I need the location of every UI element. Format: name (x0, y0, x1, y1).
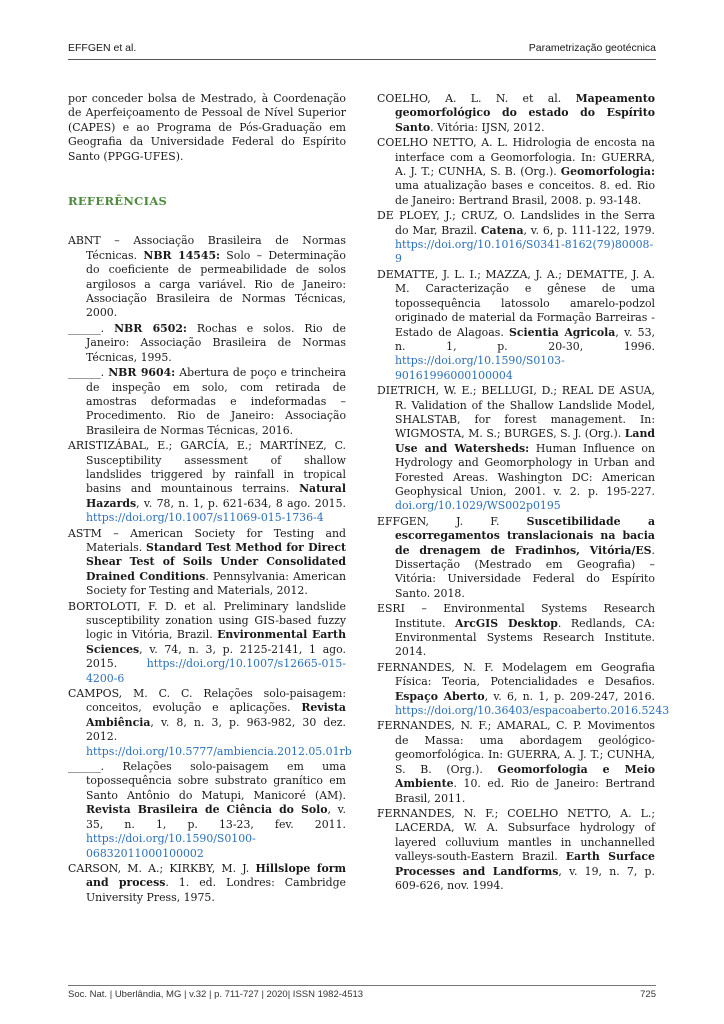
reference-entry (68, 760, 346, 861)
reference-text: FERNANDES, N. F.; COELHO NETTO, A. L.; LACERDA, W. A. Subsurface hydrology of layered colluvium mantles in unchannelled valleys-south-Eastern Brazil. (377, 806, 655, 864)
reference-text: uma atualização bases e conceitos. 8. ed. Rio de Janeiro: Bertrand Brasil, 2008. p. 93-148. (395, 179, 655, 207)
reference-text: , v. 19, n. 7, p. 609-626, nov. 1994. (395, 864, 655, 892)
reference-entry (377, 807, 655, 893)
reference-entry (377, 515, 655, 601)
doi-link[interactable]: https://doi.org/10.1007/s11069-015-1736-4 (86, 511, 324, 525)
reference-title: Environmental Earth Sciences (86, 628, 346, 656)
reference-text: . Vitória: IJSN, 2012. (430, 120, 545, 134)
reference-text: ASTM – American Society for Testing and Materials. (68, 526, 346, 554)
reference-text: . 10. ed. Rio de Janeiro: Bertrand Brasil, 2011. (395, 777, 655, 805)
reference-title: Earth Surface Processes and Landforms (395, 850, 655, 878)
reference-text: EFFGEN, J. F. (377, 514, 527, 528)
reference-title: Geomorfologia: (560, 165, 655, 179)
reference-title: ArcGIS Desktop (455, 616, 558, 630)
reference-list-left (68, 234, 352, 905)
reference-text: . Dissertação (Mestrado em Geografia) – Vitória: Universidade Federal do Espírito Santo. 2018. (395, 543, 655, 600)
reference-list-right (377, 92, 670, 893)
reference-entry (377, 92, 655, 135)
reference-entry (377, 268, 655, 383)
reference-text: CAMPOS, M. C. C. Relações solo-paisagem: conceitos, evolução e aplicações. (68, 687, 346, 715)
reference-title: Standard Test Method for Direct Shear Test of Soils Under Consolidated Drained Conditions (86, 540, 346, 583)
reference-text: FERNANDES, N. F. Modelagem em Geografia Física: Teoria, Potencialidades e Desafios. (377, 660, 655, 689)
reference-title: Revista Ambiência (86, 701, 346, 729)
reference-title: NBR 6502: (114, 321, 187, 335)
reference-title: Geomorfologia e Meio Ambiente (395, 762, 655, 791)
reference-entry (68, 687, 352, 759)
reference-text: . Redlands, CA: Environmental Systems Research Institute. 2014. (395, 616, 655, 659)
reference-text: DE PLOEY, J.; CRUZ, O. Landslides in the Serra do Mar, Brazil. (377, 209, 655, 237)
reference-text: , v. 35, n. 1, p. 13-23, fev. 2011. (86, 803, 346, 831)
reference-title: Revista Brasileira de Ciência do Solo (86, 803, 328, 817)
reference-text: , v. 6, p. 111-122, 1979. (523, 223, 655, 237)
section-title: REFERÊNCIAS (68, 194, 168, 209)
reference-text: , v. 78, n. 1, p. 621-634, 8 ago. 2015. (136, 496, 346, 510)
reference-entry (377, 719, 655, 805)
reference-title: Suscetibilidade a escorregamentos translacionais na bacia de drenagem de Fradinhos, Vitória/ES (395, 514, 655, 557)
reference-entry (68, 600, 346, 686)
reference-title: NBR 14545: (143, 248, 221, 262)
reference-text: . 1. ed. Londres: Cambridge University Press, 1975. (86, 876, 347, 904)
footer-citation: Soc. Nat. | Uberlândia, MG | v.32 | p. 711-727 | 2020| ISSN 1982-4513 (68, 989, 364, 1000)
reference-text: BORTOLOTI, F. D. et al. Preliminary landslide susceptibility zonation using GIS-based fuzzy logic in Vitória, Brazil. (68, 599, 346, 642)
page-number: 725 (640, 989, 656, 1000)
reference-entry (68, 366, 346, 438)
reference-text: Rochas e solos. Rio de Janeiro: Associação Brasileira de Normas Técnicas, 1995. (86, 321, 346, 364)
reference-text: ABNT – Associação Brasileira de Normas Técnicas. (68, 234, 346, 262)
reference-entry (377, 384, 655, 514)
reference-text: DIETRICH, W. E.; BELLUGI, D.; REAL DE ASUA, R. Validation of the Shallow Landslide Model, SHALSTAB, for forest management. In: WIGMOSTA, M. S.; BURGES, S. J. (Org.). (377, 384, 655, 441)
reference-entry (68, 322, 346, 365)
running-header (68, 42, 656, 60)
reference-text: , v. 8, n. 3, p. 963-982, 30 dez. 2012. (86, 715, 346, 744)
page-footer (68, 985, 656, 1000)
reference-text: DEMATTE, J. L. I.; MAZZA, J. A.; DEMATTE, J. A. M. Caracterização e gênese de uma topossequência latossolo amarelo-podzol originado de material da Formação Barreiras - Estado de Alagoas. (377, 267, 655, 339)
reference-title: Scientia Agricola (509, 325, 616, 339)
reference-entry (68, 527, 346, 599)
right-column (377, 92, 670, 894)
reference-text: , v. 74, n. 3, p. 2125-2141, 1 ago. 2015. (86, 642, 346, 671)
reference-entry (377, 136, 655, 208)
reference-text: ESRI – Environmental Systems Research Institute. (377, 602, 655, 630)
doi-link[interactable]: doi.org/10.1029/WS002p0195 (395, 499, 561, 513)
header-title: Parametrização geotécnica (528, 42, 656, 54)
reference-title: Natural Hazards (86, 482, 346, 510)
reference-title: Land Use and Watersheds: (395, 427, 655, 455)
reference-text: COELHO NETTO, A. L. Hidrologia de encosta na interface com a Geomorfologia. In: GUERRA, A. J. T.; CUNHA, S. B. (Org.). (377, 136, 655, 179)
doi-link[interactable]: https://doi.org/10.1590/S0103-90161996000100004 (395, 354, 565, 382)
header-authors: EFFGEN et al. (68, 42, 137, 54)
reference-text: ______. (68, 366, 109, 380)
reference-title: Hillslope form and process (86, 861, 347, 890)
reference-text: Solo – Determinação do coeficiente de permeabilidade de solos argilosos a carga variável. Rio de Janeiro: Associação Brasileira de Normas Técnicas, 2000. (86, 248, 346, 320)
reference-entry (68, 234, 346, 320)
doi-link[interactable]: https://doi.org/10.1016/S0341-8162(79)80008-9 (395, 238, 654, 266)
reference-text: CARSON, M. A.; KIRKBY, M. J. (68, 861, 256, 875)
doi-link[interactable]: https://doi.org/10.1007/s12665-015-4200-6 (86, 657, 346, 685)
reference-text: ______. (68, 321, 115, 335)
reference-entry (377, 602, 655, 660)
left-column (68, 92, 352, 906)
doi-link[interactable]: https://doi.org/10.36403/espacoaberto.2016.5243 (395, 704, 670, 718)
reference-text: Human Influence on Hydrology and Geomorphology in Urban and Forested Areas. Washington DC: American Geophysical Union, 2001. v. 2. p. 195-227. (395, 441, 656, 498)
reference-entry (377, 209, 655, 267)
doi-link[interactable]: https://doi.org/10.1590/S0100-06832011000100002 (86, 832, 256, 860)
reference-entry (377, 660, 670, 719)
reference-text: ______. Relações solo-paisagem em uma topossequência sobre substrato granítico em Santo Antônio do Matupi, Manicoré (AM). (68, 760, 346, 802)
reference-title: NBR 9604: (108, 366, 176, 380)
reference-title: Espaço Aberto (395, 689, 485, 703)
reference-text: . Pennsylvania: American Society for Testing and Materials, 2012. (86, 569, 346, 598)
reference-text: , v. 6, n. 1, p. 209-247, 2016. (484, 689, 655, 703)
reference-text: , v. 53, n. 1, p. 20-30, 1996. (395, 325, 655, 353)
reference-text: ARISTIZÁBAL, E.; GARCÍA, E.; MARTÍNEZ, C. Susceptibility assessment of shallow landslides triggered by rainfall in tropical basins and mountainous terrains. (68, 439, 346, 496)
reference-entry (68, 439, 346, 525)
reference-title: Catena (480, 223, 524, 237)
reference-text: Abertura de poço e trincheira de inspeção em solo, com retirada de amostras deformadas e indeformadas – Procedimento. Rio de Janeiro: Associação Brasileira de Normas Técnicas, 2016. (86, 366, 346, 437)
doi-link[interactable]: https://doi.org/10.5777/ambiencia.2012.05.01rb (86, 744, 352, 758)
reference-title: Mapeamento geomorfológico do estado do Espírito Santo (395, 92, 655, 134)
reference-entry (68, 862, 346, 905)
reference-text: COELHO, A. L. N. et al. (377, 92, 576, 105)
acknowledgement-paragraph: por conceder bolsa de Mestrado, à Coordenação de Aperfeiçoamento de Pessoal de Nível Superior (CAPES) e ao Programa de Pós-Graduação em Geografia da Universidade Federal do Espírito Santo (PPGG-UFES). (68, 92, 346, 163)
reference-text: FERNANDES, N. F.; AMARAL, C. P. Movimentos de Massa: uma abordagem geológico-geomorfológica. In: GUERRA, A. J. T.; CUNHA, S. B. (Org.). (377, 719, 655, 776)
